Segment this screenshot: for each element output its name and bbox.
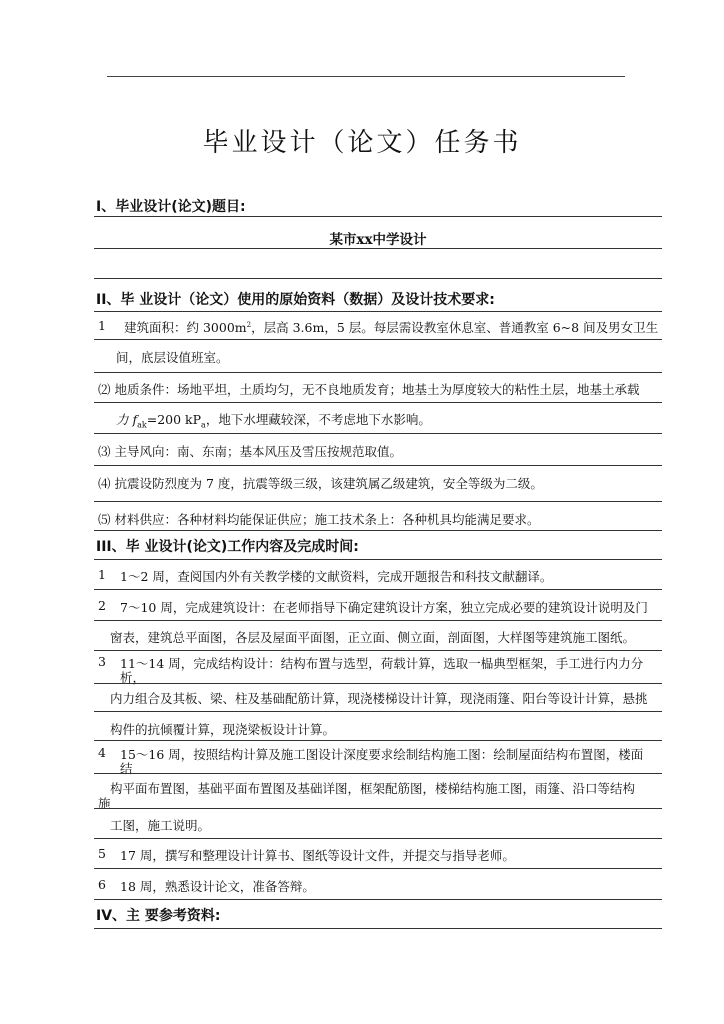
section-3-heading: III、毕 业设计(论文)工作内容及完成时间: — [96, 539, 359, 555]
rule — [94, 740, 662, 741]
item-number: 2 — [98, 598, 106, 613]
task-line: 15～16 周，按照结构计算及施工图设计深度要求绘制结构施工图：绘制屋面结构布置图，楼面 — [120, 747, 644, 762]
rule — [94, 868, 662, 869]
item-number: 5 — [98, 846, 106, 861]
task-line: 工图，施工说明。 — [110, 818, 211, 833]
task-line: 窗表，建筑总平面图，各层及屋面平面图，正立面、侧立面，剖面图，大样图等建筑施工图纸。 — [110, 630, 636, 645]
rule — [94, 650, 662, 651]
item-number: 1 — [98, 318, 106, 333]
task-line: 结 — [120, 761, 133, 776]
rule — [94, 216, 662, 217]
rule — [94, 559, 662, 560]
rule — [94, 808, 662, 809]
item-number: 4 — [98, 745, 106, 760]
section-4-heading: IV、主 要参考资料: — [96, 908, 221, 924]
header-rule — [107, 76, 625, 77]
requirement-line: ⑵ 地质条件：场地平坦，土质均匀，无不良地质发育；地基土为厚度较大的粘性土层，地基土承载 — [98, 382, 640, 397]
task-line: 18 周，熟悉设计论文，准备答辩。 — [120, 879, 315, 894]
requirement-line: 建筑面积：约 $3000m^2$，层高 3.6m，5 层。每层需设教室休息室、普通教室 6~8 间及男女卫生 — [124, 320, 659, 335]
task-line: 内力组合及其板、梁、柱及基础配筋计算，现浇楼梯设计计算，现浇雨篷、阳台等设计计算，悬挑 — [110, 691, 648, 706]
requirement-line: 力 $f_{ak}=200$ $kP_a$，地下水埋藏较深，不考虑地下水影响。 — [116, 412, 431, 430]
rule — [94, 248, 662, 249]
rule — [94, 501, 662, 502]
rule — [94, 433, 662, 434]
task-line: 1～2 周，查阅国内外有关教学楼的文献资料，完成开题报告和科技文献翻译。 — [120, 569, 553, 584]
rule — [94, 278, 662, 279]
rule — [94, 683, 662, 684]
document-title: 毕业设计（论文）任务书 — [202, 128, 522, 158]
rule — [94, 530, 662, 531]
rule — [94, 372, 662, 373]
rule — [94, 711, 662, 712]
item-number: 3 — [98, 654, 106, 669]
rule — [94, 311, 662, 312]
rule — [94, 773, 662, 774]
rule — [94, 339, 662, 340]
requirement-line: 间，底层设值班室。 — [116, 350, 229, 365]
rule — [94, 838, 662, 839]
item-number: 1 — [98, 567, 106, 582]
task-line: 11～14 周，完成结构设计：结构布置与选型，荷载计算，选取一榀典型框架，手工进行内力分 — [120, 656, 644, 671]
task-line: 构件的抗倾覆计算，现浇梁板设计计算。 — [110, 722, 336, 737]
task-line: 7～10 周，完成建筑设计：在老师指导下确定建筑设计方案，独立完成必要的建筑设计说明及门 — [120, 600, 648, 615]
item-number: 6 — [98, 877, 106, 892]
rule — [94, 402, 662, 403]
rule — [94, 589, 662, 590]
requirement-line: ⑶ 主导风向：南、东南；基本风压及雪压按规范取值。 — [98, 444, 402, 459]
rule — [94, 620, 662, 621]
rule — [94, 899, 662, 900]
task-line: 17 周，撰写和整理设计计算书、图纸等设计文件，并提交与指导老师。 — [120, 848, 515, 863]
requirement-line: ⑷ 抗震设防烈度为 7 度，抗震等级三级，该建筑属乙级建筑，安全等级为二级。 — [98, 476, 543, 491]
thesis-topic: 某市xx中学设计 — [329, 232, 427, 248]
requirement-line: ⑸ 材料供应：各种材料均能保证供应；施工技术条上：各种机具均能满足要求。 — [98, 512, 540, 527]
section-2-heading: II、毕 业设计（论文）使用的原始资料（数据）及设计技术要求: — [96, 292, 495, 308]
task-line: 构平面布置图，基础平面布置图及基础详图，框架配筋图，楼梯结构施工图，雨篷、沿口等结构 — [110, 781, 636, 796]
rule — [94, 928, 662, 929]
rule — [94, 465, 662, 466]
task-line: 析， — [120, 670, 146, 685]
task-line: 施 — [98, 796, 111, 811]
section-1-heading: I、毕业设计(论文)题目: — [96, 199, 246, 215]
